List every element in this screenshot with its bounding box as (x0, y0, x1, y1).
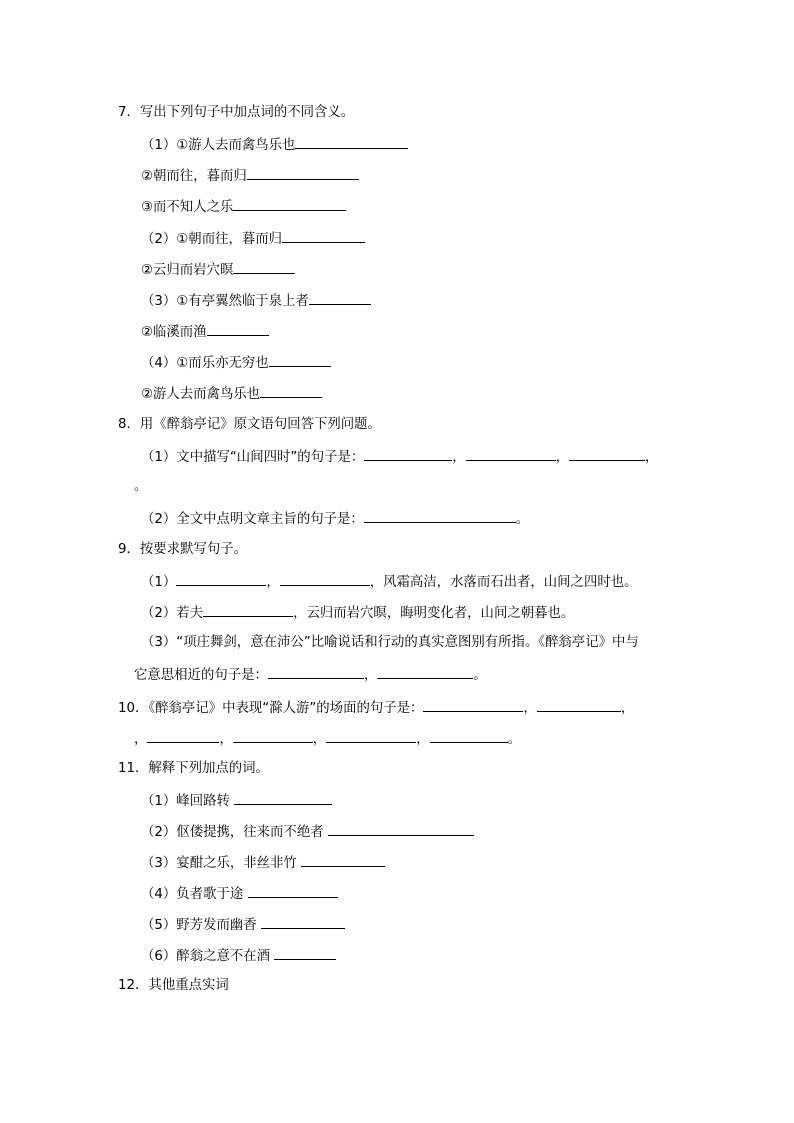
q9-p2-prefix: （2）若夫 (141, 606, 204, 621)
question-9-title (118, 541, 247, 559)
question-8-title (118, 416, 381, 434)
answer-blank[interactable] (364, 447, 452, 461)
answer-blank[interactable] (377, 665, 473, 679)
q7-line-6 (141, 291, 371, 311)
q7-line-1 (141, 135, 408, 155)
answer-blank[interactable] (203, 603, 293, 617)
q11-item-text: （6）醉翁之意不在酒 (141, 949, 271, 964)
answer-blank[interactable] (466, 447, 556, 461)
q11-item-text: （1）峰回路转 (141, 794, 230, 809)
q7-l4-text: （2）①朝而往，暮而归 (141, 232, 283, 247)
answer-blank[interactable] (248, 884, 338, 898)
answer-blank[interactable] (423, 698, 523, 712)
q9-p2-suffix: ，云归而岩穴暝，晦明变化者，山间之朝暮也。 (293, 606, 575, 621)
q7-l9-text: ②游人去而禽鸟乐也 (141, 387, 261, 402)
q7-line-8 (141, 353, 331, 373)
comma: ， (312, 732, 327, 747)
q8-p2-label: （2）全文中点明文章主旨的句子是： (141, 512, 364, 527)
comma: ， (416, 732, 430, 747)
q7-l3-text: ③而不知人之乐 (141, 200, 234, 215)
answer-blank[interactable] (247, 166, 359, 180)
q9-p3-line1-text: （3）“项庄舞剑，意在沛公”比喻说话和行动的真实意图别有所指。《醉翁亭记》中与 (141, 635, 639, 650)
q7-line-5 (141, 260, 295, 280)
answer-blank[interactable] (328, 822, 474, 836)
comma: ， (363, 668, 378, 683)
q11-title-text: 11．解释下列加点的词。 (118, 761, 269, 776)
comma: ， (266, 575, 280, 590)
q11-item-5 (141, 915, 345, 935)
q10-line-2 (134, 729, 521, 749)
q8-title-text: 8．用《醉翁亭记》原文语句回答下列问题。 (118, 417, 381, 432)
q8-part-1 (141, 447, 658, 467)
q10-title-text: 10．《醉翁亭记》中表现“滁人游”的场面的句子是： (118, 701, 424, 716)
q7-l2-text: ②朝而往，暮而归 (141, 169, 247, 184)
question-11-title (118, 760, 269, 778)
answer-blank[interactable] (147, 729, 219, 743)
q7-line-4 (141, 229, 365, 249)
q9-title-text: 9．按要求默写句子。 (118, 542, 248, 557)
q7-l5-text: ②云归而岩穴暝 (141, 263, 234, 278)
q7-line-9 (141, 384, 322, 404)
q11-item-text: （3）宴酣之乐，非丝非竹 (141, 856, 297, 871)
answer-blank[interactable] (233, 729, 313, 743)
period: 。 (515, 512, 530, 527)
q11-item-2 (141, 822, 474, 842)
answer-blank[interactable] (309, 291, 371, 305)
q11-item-3 (141, 853, 385, 873)
q7-title-text: 7．写出下列句子中加点词的不同含义。 (118, 105, 355, 120)
q8-p1-label: （1）文中描写“山间四时”的句子是： (141, 450, 365, 465)
answer-blank[interactable] (430, 729, 508, 743)
q9-part-3-line-1 (141, 634, 639, 652)
q7-line-2 (141, 166, 359, 186)
q9-p1-suffix: ，风霜高洁，水落而石出者，山间之四时也。 (369, 575, 638, 590)
q12-title-text: 12．其他重点实词 (118, 978, 229, 993)
answer-blank[interactable] (233, 260, 295, 274)
q8-part-1-end (134, 478, 147, 496)
comma: ， (645, 450, 659, 465)
q9-part-3-line-2 (134, 665, 487, 685)
answer-blank[interactable] (207, 322, 269, 336)
comma: ， (134, 732, 148, 747)
q9-part-1 (141, 572, 638, 592)
answer-blank[interactable] (364, 509, 516, 523)
answer-blank[interactable] (260, 384, 322, 398)
question-12-title (118, 977, 229, 995)
q11-item-4 (141, 884, 338, 904)
q7-l7-text: ②临溪而渔 (141, 325, 207, 340)
answer-blank[interactable] (268, 665, 364, 679)
q11-item-6 (141, 946, 336, 966)
comma: ， (219, 732, 233, 747)
answer-blank[interactable] (537, 698, 621, 712)
answer-blank[interactable] (295, 135, 408, 149)
answer-blank[interactable] (280, 572, 370, 586)
q9-part-2 (141, 603, 574, 623)
answer-blank[interactable] (261, 915, 345, 929)
answer-blank[interactable] (233, 197, 346, 211)
q7-line-7 (141, 322, 269, 342)
answer-blank[interactable] (269, 353, 331, 367)
q7-line-3 (141, 197, 346, 217)
period: 。 (473, 668, 487, 683)
q8-part-2 (141, 509, 529, 529)
answer-blank[interactable] (274, 946, 336, 960)
q7-l1-text: （1）①游人去而禽鸟乐也 (141, 138, 296, 153)
period: 。 (134, 479, 148, 494)
q7-l8-text: （4）①而乐亦无穷也 (141, 356, 269, 371)
q9-p1-prefix: （1） (141, 575, 177, 590)
comma: ， (452, 450, 466, 465)
answer-blank[interactable] (326, 729, 416, 743)
q11-item-1 (141, 791, 332, 811)
answer-blank[interactable] (569, 447, 645, 461)
answer-blank[interactable] (282, 229, 365, 243)
comma: ， (523, 701, 537, 716)
answer-blank[interactable] (301, 853, 385, 867)
answer-blank[interactable] (234, 791, 332, 805)
comma: ， (555, 450, 570, 465)
comma: ， (620, 701, 635, 716)
answer-blank[interactable] (176, 572, 266, 586)
period: 。 (507, 732, 521, 747)
q11-item-text: （2）伛偻提携，往来而不绝者 (141, 825, 324, 840)
q11-item-text: （5）野芳发而幽香 (141, 918, 257, 933)
question-7-title (118, 104, 354, 122)
q9-p3-line2-text: 它意思相近的句子是： (134, 668, 268, 683)
question-10-title (118, 698, 634, 718)
q7-l6-text: （3）①有亭翼然临于泉上者 (141, 294, 309, 309)
q11-item-text: （4）负者歌于途 (141, 887, 244, 902)
